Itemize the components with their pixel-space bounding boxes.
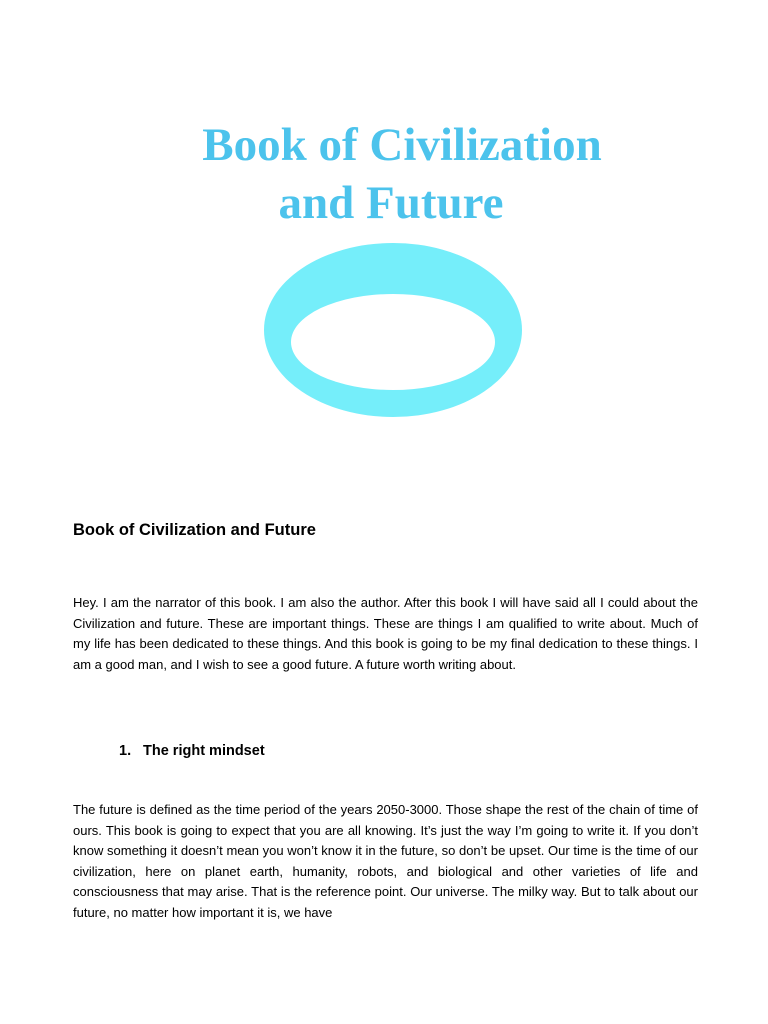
section-paragraph: The future is defined as the time period of the years 2050-3000. Those shape the rest of the chain of time of ours. This book is going to expect that you are all knowing. It’s just the way I’m going to write it. If you don’t know something it doesn’t mean you won’t know it in the future, so don’t be upset. Our time is the time of our civilization, here on planet earth, humanity, robots, and biological and other varieties of life and consciousness that may arise. That is the reference point. Our universe. The milky way. But to talk about our future, no matter how important it is, we have [73, 802, 698, 920]
section-heading [119, 741, 265, 761]
cover-title-line-1: Book of Civilization [202, 119, 602, 171]
section-title: The right mindset [143, 743, 265, 759]
cover-title-line-2: and Future [278, 177, 504, 229]
cover-title [0, 116, 768, 232]
section-number: 1. [119, 743, 132, 759]
cover-ring-graphic [264, 243, 522, 417]
ring-shape [264, 243, 522, 417]
document-heading: Book of Civilization and Future [73, 521, 316, 539]
intro-paragraph: Hey. I am the narrator of this book. I am also the author. After this book I will have said all I could about the Civilization and future. These are important things. These are things I am qualified to write about. Much of my life has been dedicated to these things. And this book is going to be my final dedication to these things. I am a good man, and I wish to see a good future. A future worth writing about. [73, 595, 698, 672]
